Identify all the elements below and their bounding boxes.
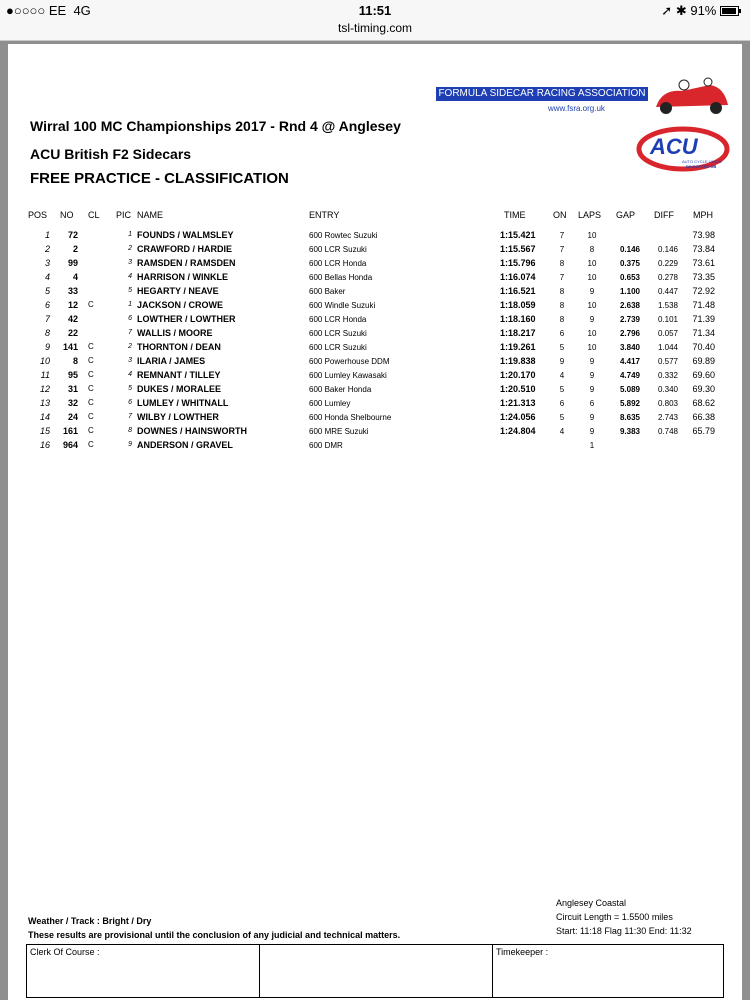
cell-time: 1:15.421 bbox=[500, 230, 536, 240]
cell-laps: 10 bbox=[587, 273, 597, 282]
cell-laps: 9 bbox=[589, 385, 595, 394]
clerk-of-course-cell bbox=[27, 945, 260, 997]
cell-entry: 600 Honda Shelbourne bbox=[309, 413, 392, 422]
cell-entry: 600 Powerhouse DDM bbox=[309, 357, 390, 366]
cell-laps: 8 bbox=[589, 245, 595, 254]
table-row bbox=[8, 230, 742, 244]
battery-status: ➚ ✱ 91% bbox=[661, 3, 742, 19]
cell-pic: 5 bbox=[128, 287, 132, 294]
bluetooth-icon: ✱ bbox=[675, 3, 687, 18]
acu-sub2: BIKESPORT GB bbox=[686, 164, 717, 169]
table-row bbox=[8, 328, 742, 342]
cell-pic: 1 bbox=[128, 301, 132, 308]
cell-on: 8 bbox=[559, 315, 565, 324]
blank-signature-cell bbox=[260, 945, 493, 997]
cell-entry: 600 Baker Honda bbox=[309, 385, 372, 394]
cell-pos: 16 bbox=[39, 440, 50, 450]
cell-pic: 8 bbox=[128, 427, 132, 434]
clerk-label: Clerk Of Course : bbox=[30, 947, 100, 957]
col-gap: GAP bbox=[616, 210, 636, 220]
cell-entry: 600 MRE Suzuki bbox=[309, 427, 369, 436]
cell-time: 1:20.510 bbox=[500, 384, 536, 394]
cell-on: 8 bbox=[559, 301, 565, 310]
cell-no: 4 bbox=[72, 272, 78, 282]
cell-gap: 2.638 bbox=[619, 301, 640, 310]
table-row bbox=[8, 440, 742, 454]
cell-pos: 5 bbox=[44, 286, 50, 296]
class-title: ACU British F2 Sidecars bbox=[30, 146, 192, 162]
table-row bbox=[8, 300, 742, 314]
cell-pic: 3 bbox=[128, 357, 132, 364]
cell-mph: 69.89 bbox=[692, 356, 715, 366]
cell-diff: 2.743 bbox=[657, 413, 678, 422]
cell-diff: 0.332 bbox=[657, 371, 678, 380]
table-row bbox=[8, 412, 742, 426]
cell-laps: 1 bbox=[589, 441, 595, 450]
cell-name: THORNTON / DEAN bbox=[137, 342, 221, 352]
col-mph: MPH bbox=[693, 210, 713, 220]
cell-time: 1:21.313 bbox=[500, 398, 536, 408]
cell-laps: 10 bbox=[587, 231, 597, 240]
cell-time: 1:24.056 bbox=[500, 412, 536, 422]
cell-on: 7 bbox=[559, 273, 565, 282]
col-cl: CL bbox=[88, 210, 100, 220]
cell-name: JACKSON / CROWE bbox=[137, 300, 224, 310]
location-icon: ➚ bbox=[661, 3, 673, 18]
cell-no: 22 bbox=[67, 328, 78, 338]
session-times: Start: 11:18 Flag 11:30 End: 11:32 bbox=[556, 926, 692, 936]
cell-laps: 9 bbox=[589, 315, 595, 324]
cell-laps: 9 bbox=[589, 427, 595, 436]
cell-pos: 2 bbox=[44, 244, 50, 254]
cell-no: 2 bbox=[72, 244, 78, 254]
clock: 11:51 bbox=[358, 3, 392, 18]
cell-no: 8 bbox=[72, 356, 78, 366]
cell-diff: 0.278 bbox=[657, 273, 678, 282]
cell-cl: C bbox=[88, 398, 94, 407]
cell-name: FOUNDS / WALMSLEY bbox=[137, 230, 234, 240]
acu-sub1: AUTO CYCLE UNION bbox=[682, 159, 722, 164]
cell-pos: 9 bbox=[44, 342, 50, 352]
cell-laps: 10 bbox=[587, 343, 597, 352]
col-pos: POS bbox=[28, 210, 48, 220]
cell-time: 1:18.217 bbox=[500, 328, 536, 338]
table-row bbox=[8, 384, 742, 398]
cell-cl: C bbox=[88, 370, 94, 379]
cell-name: LOWTHER / LOWTHER bbox=[137, 314, 236, 324]
ios-status-bar bbox=[0, 0, 750, 20]
network-type: 4G bbox=[73, 3, 91, 18]
cell-pos: 14 bbox=[39, 412, 50, 422]
cell-time: 1:19.838 bbox=[500, 356, 536, 366]
cell-mph: 66.38 bbox=[692, 412, 715, 422]
cell-gap: 3.840 bbox=[619, 343, 640, 352]
cell-pos: 4 bbox=[44, 272, 50, 282]
cell-time: 1:20.170 bbox=[500, 370, 536, 380]
cell-mph: 70.40 bbox=[692, 342, 715, 352]
cell-entry: 600 Bellas Honda bbox=[309, 273, 373, 282]
cell-mph: 73.35 bbox=[692, 272, 715, 282]
table-row bbox=[8, 342, 742, 356]
cell-on: 8 bbox=[559, 259, 565, 268]
cell-pos: 7 bbox=[44, 314, 50, 324]
cell-cl: C bbox=[88, 426, 94, 435]
col-on: ON bbox=[553, 210, 567, 220]
cell-name: HARRISON / WINKLE bbox=[137, 272, 228, 282]
results-document bbox=[8, 44, 742, 1000]
url-text: tsl-timing.com bbox=[337, 21, 412, 35]
cell-pos: 8 bbox=[44, 328, 50, 338]
cell-mph: 73.98 bbox=[692, 230, 715, 240]
provisional-notice: These results are provisional until the conclusion of any judicial and technical matters. bbox=[28, 930, 401, 940]
cell-entry: 600 LCR Suzuki bbox=[309, 329, 367, 338]
cell-gap: 9.383 bbox=[619, 427, 640, 436]
cell-no: 32 bbox=[67, 398, 78, 408]
table-row bbox=[8, 244, 742, 258]
cell-pic: 4 bbox=[128, 371, 132, 378]
weather-track: Weather / Track : Bright / Dry bbox=[28, 916, 152, 926]
cell-pos: 13 bbox=[39, 398, 50, 408]
cell-time: 1:18.059 bbox=[500, 300, 536, 310]
cell-pic: 9 bbox=[128, 441, 132, 448]
cell-time: 1:16.074 bbox=[500, 272, 536, 282]
carrier-signal: ●○○○○ EE 4G bbox=[6, 3, 91, 18]
cell-laps: 10 bbox=[587, 301, 597, 310]
cell-on: 5 bbox=[559, 385, 565, 394]
cell-name: LUMLEY / WHITNALL bbox=[137, 398, 229, 408]
address-bar[interactable] bbox=[0, 20, 750, 41]
cell-on: 6 bbox=[559, 329, 565, 338]
cell-no: 72 bbox=[67, 230, 78, 240]
cell-mph: 68.62 bbox=[692, 398, 715, 408]
cell-pic: 7 bbox=[128, 329, 132, 336]
cell-pic: 1 bbox=[128, 231, 132, 238]
sidecar-icon bbox=[652, 77, 732, 115]
cell-entry: 600 LCR Suzuki bbox=[309, 343, 367, 352]
cell-gap: 5.892 bbox=[619, 399, 640, 408]
cell-entry: 600 Rowtec Suzuki bbox=[309, 231, 378, 240]
cell-cl: C bbox=[88, 412, 94, 421]
cell-pic: 5 bbox=[128, 385, 132, 392]
cell-no: 24 bbox=[67, 412, 78, 422]
cell-cl: C bbox=[88, 342, 94, 351]
cell-mph: 72.92 bbox=[692, 286, 715, 296]
table-row bbox=[8, 398, 742, 412]
cell-gap: 0.653 bbox=[619, 273, 640, 282]
cell-gap: 0.375 bbox=[619, 259, 640, 268]
cell-mph: 73.84 bbox=[692, 244, 715, 254]
cell-diff: 0.577 bbox=[657, 357, 678, 366]
cell-pos: 6 bbox=[44, 300, 50, 310]
cell-on: 7 bbox=[559, 245, 565, 254]
cell-entry: 600 LCR Suzuki bbox=[309, 245, 367, 254]
table-row bbox=[8, 258, 742, 272]
cell-on: 7 bbox=[559, 231, 565, 240]
cell-pic: 2 bbox=[128, 343, 132, 350]
signature-box bbox=[26, 944, 724, 998]
cell-gap: 1.100 bbox=[619, 287, 640, 296]
cell-diff: 0.101 bbox=[657, 315, 678, 324]
cell-on: 5 bbox=[559, 413, 565, 422]
cell-name: WILBY / LOWTHER bbox=[137, 412, 219, 422]
acu-logo bbox=[636, 126, 730, 172]
cell-name: WALLIS / MOORE bbox=[137, 328, 213, 338]
cell-no: 95 bbox=[67, 370, 78, 380]
cell-name: DUKES / MORALEE bbox=[137, 384, 222, 394]
circuit-length: Circuit Length = 1.5500 miles bbox=[556, 912, 673, 922]
cell-no: 12 bbox=[67, 300, 78, 310]
cell-name: HEGARTY / NEAVE bbox=[137, 286, 219, 296]
cell-entry: 600 DMR bbox=[309, 441, 343, 450]
cell-mph: 69.30 bbox=[692, 384, 715, 394]
cell-gap: 2.796 bbox=[619, 329, 640, 338]
timekeeper-cell bbox=[493, 945, 723, 997]
cell-gap: 2.739 bbox=[619, 315, 640, 324]
event-title: Wirral 100 MC Championships 2017 - Rnd 4 @ Anglesey bbox=[30, 118, 401, 134]
cell-diff: 0.803 bbox=[657, 399, 678, 408]
cell-pic: 6 bbox=[128, 399, 132, 406]
cell-pos: 3 bbox=[44, 258, 50, 268]
table-row bbox=[8, 370, 742, 384]
cell-entry: 600 Lumley Kawasaki bbox=[309, 371, 387, 380]
table-row bbox=[8, 314, 742, 328]
col-name: NAME bbox=[137, 210, 164, 220]
fsra-name-band: FORMULA SIDECAR RACING ASSOCIATION bbox=[436, 87, 648, 101]
cell-laps: 10 bbox=[587, 329, 597, 338]
session-title: FREE PRACTICE - CLASSIFICATION bbox=[30, 170, 289, 187]
cell-pos: 1 bbox=[44, 230, 50, 240]
cell-entry: 600 Lumley bbox=[309, 399, 351, 408]
cell-laps: 9 bbox=[589, 413, 595, 422]
cell-pic: 3 bbox=[128, 259, 132, 266]
cell-no: 33 bbox=[67, 286, 78, 296]
cell-on: 9 bbox=[559, 357, 565, 366]
col-entry: ENTRY bbox=[309, 210, 340, 220]
cell-mph: 65.79 bbox=[692, 426, 715, 436]
cell-no: 141 bbox=[62, 342, 78, 352]
cell-pic: 4 bbox=[128, 273, 132, 280]
cell-entry: 600 LCR Honda bbox=[309, 259, 367, 268]
cell-gap: 8.635 bbox=[619, 413, 640, 422]
cell-laps: 9 bbox=[589, 357, 595, 366]
cell-on: 5 bbox=[559, 343, 565, 352]
cell-gap: 0.146 bbox=[619, 245, 640, 254]
battery-icon bbox=[720, 6, 742, 16]
cell-gap: 4.749 bbox=[619, 371, 640, 380]
table-row bbox=[8, 286, 742, 300]
cell-diff: 1.538 bbox=[657, 301, 678, 310]
timekeeper-label: Timekeeper : bbox=[496, 947, 549, 957]
cell-entry: 600 Baker bbox=[309, 287, 346, 296]
col-diff: DIFF bbox=[654, 210, 674, 220]
cell-time: 1:24.804 bbox=[500, 426, 536, 436]
cell-time: 1:16.521 bbox=[500, 286, 536, 296]
cell-pic: 6 bbox=[128, 315, 132, 322]
col-time: TIME bbox=[504, 210, 526, 220]
cell-time: 1:15.567 bbox=[500, 244, 536, 254]
cell-mph: 71.34 bbox=[692, 328, 715, 338]
fsra-url: www.fsra.org.uk bbox=[548, 104, 605, 113]
cell-on: 4 bbox=[559, 427, 565, 436]
col-no: NO bbox=[60, 210, 74, 220]
cell-no: 99 bbox=[67, 258, 78, 268]
cell-name: ILARIA / JAMES bbox=[137, 356, 206, 366]
cell-on: 6 bbox=[559, 399, 565, 408]
cell-mph: 71.48 bbox=[692, 300, 715, 310]
cell-diff: 0.447 bbox=[657, 287, 678, 296]
cell-laps: 6 bbox=[589, 399, 595, 408]
cell-no: 42 bbox=[67, 314, 78, 324]
cell-mph: 71.39 bbox=[692, 314, 715, 324]
cell-no: 964 bbox=[62, 440, 78, 450]
acu-swoosh bbox=[636, 126, 730, 172]
cell-name: RAMSDEN / RAMSDEN bbox=[137, 258, 236, 268]
cell-laps: 10 bbox=[587, 259, 597, 268]
cell-pic: 7 bbox=[128, 413, 132, 420]
cell-cl: C bbox=[88, 440, 94, 449]
cell-entry: 600 Windle Suzuki bbox=[309, 301, 376, 310]
col-pic: PIC bbox=[116, 210, 132, 220]
cell-diff: 0.340 bbox=[657, 385, 678, 394]
cell-time: 1:15.796 bbox=[500, 258, 536, 268]
table-row bbox=[8, 272, 742, 286]
cell-pos: 10 bbox=[39, 356, 50, 366]
cell-diff: 1.044 bbox=[657, 343, 678, 352]
cell-name: REMNANT / TILLEY bbox=[137, 370, 221, 380]
cell-time: 1:19.261 bbox=[500, 342, 536, 352]
cell-name: CRAWFORD / HARDIE bbox=[137, 244, 232, 254]
cell-name: ANDERSON / GRAVEL bbox=[137, 440, 233, 450]
cell-name: DOWNES / HAINSWORTH bbox=[137, 426, 247, 436]
cell-laps: 9 bbox=[589, 287, 595, 296]
circuit-name: Anglesey Coastal bbox=[556, 898, 627, 908]
table-row bbox=[8, 356, 742, 370]
cell-laps: 9 bbox=[589, 371, 595, 380]
cell-diff: 0.057 bbox=[657, 329, 678, 338]
cell-mph: 73.61 bbox=[692, 258, 715, 268]
cell-pos: 15 bbox=[39, 426, 50, 436]
cell-diff: 0.748 bbox=[657, 427, 678, 436]
cell-cl: C bbox=[88, 300, 94, 309]
cell-on: 8 bbox=[559, 287, 565, 296]
cell-entry: 600 LCR Honda bbox=[309, 315, 367, 324]
cell-cl: C bbox=[88, 384, 94, 393]
cell-mph: 69.60 bbox=[692, 370, 715, 380]
cell-diff: 0.229 bbox=[657, 259, 678, 268]
cell-gap: 5.089 bbox=[619, 385, 640, 394]
col-laps: LAPS bbox=[578, 210, 602, 220]
cell-cl: C bbox=[88, 356, 94, 365]
cell-pos: 12 bbox=[39, 384, 50, 394]
acu-letters: ACU bbox=[650, 134, 698, 159]
cell-on: 4 bbox=[559, 371, 565, 380]
cell-pic: 2 bbox=[128, 245, 132, 252]
cell-no: 31 bbox=[67, 384, 78, 394]
cell-pos: 11 bbox=[40, 370, 50, 380]
cell-time: 1:18.160 bbox=[500, 314, 536, 324]
cell-diff: 0.146 bbox=[657, 245, 678, 254]
table-row bbox=[8, 426, 742, 440]
cell-gap: 4.417 bbox=[619, 357, 640, 366]
cell-no: 161 bbox=[62, 426, 78, 436]
